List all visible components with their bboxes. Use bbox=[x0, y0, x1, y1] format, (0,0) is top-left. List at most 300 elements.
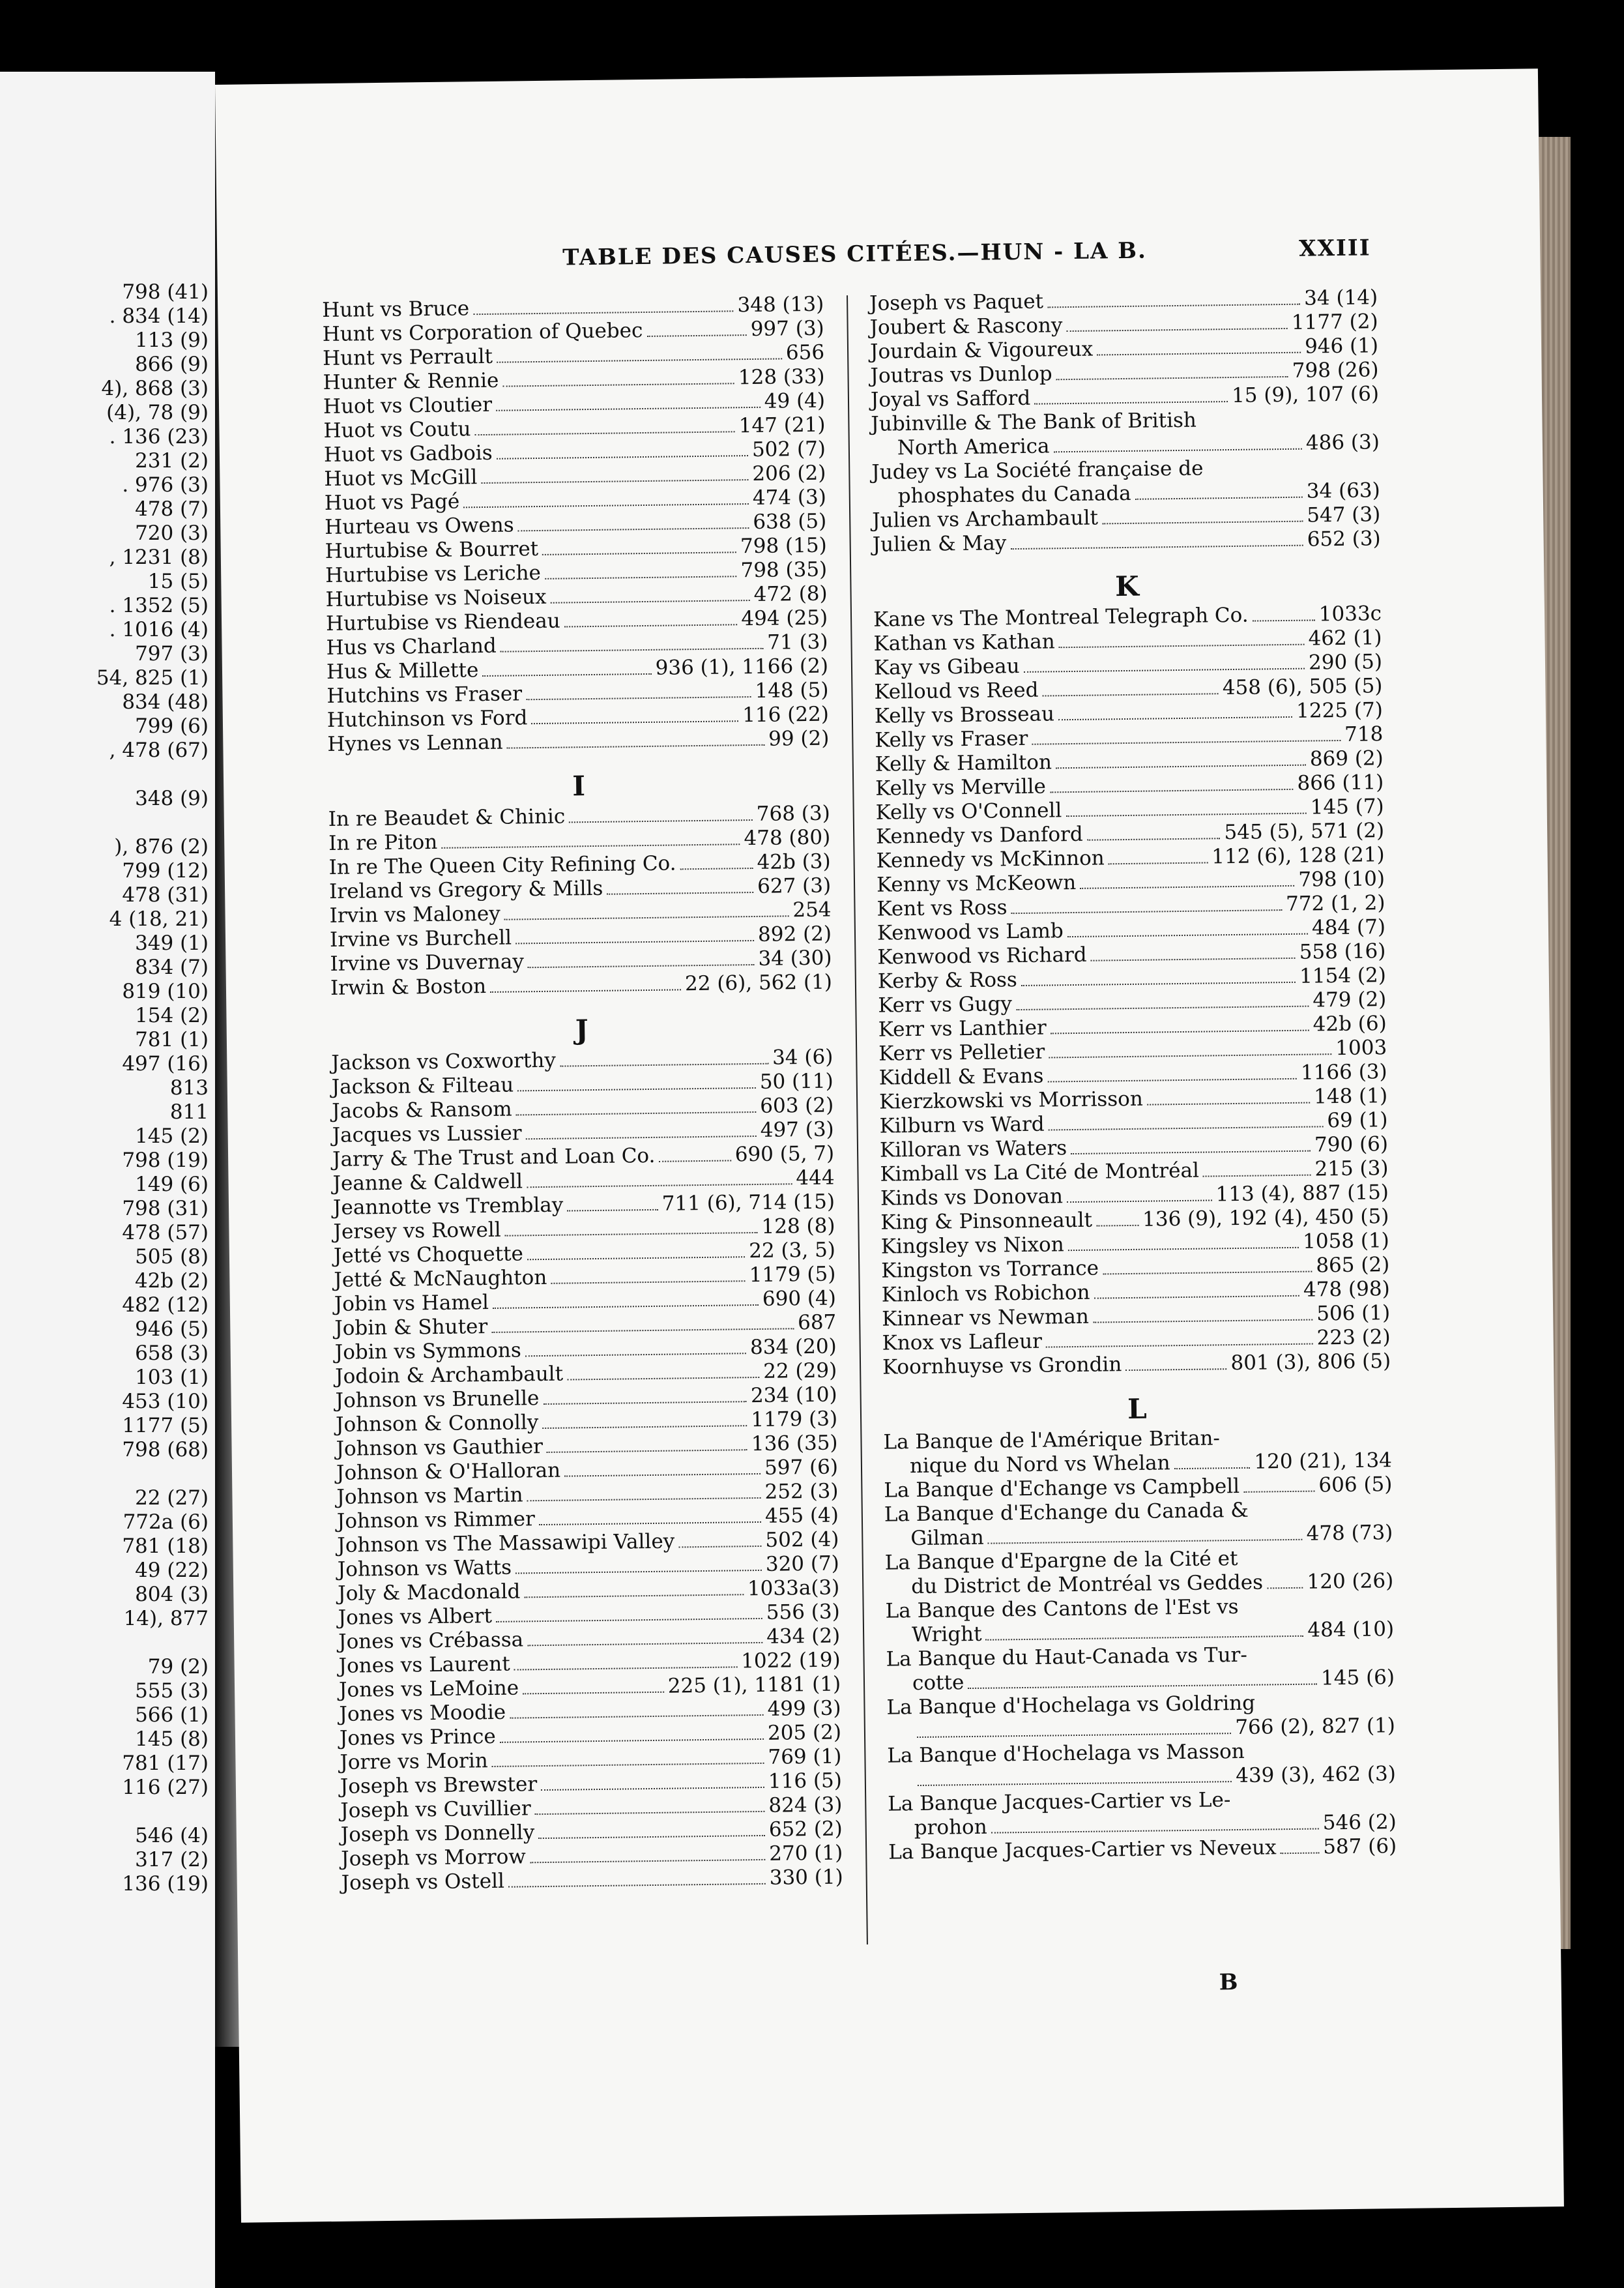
page-reference: 790 (6) bbox=[1314, 1132, 1389, 1157]
page-reference: 205 (2) bbox=[767, 1720, 842, 1745]
page-reference: 1033a(3) bbox=[747, 1576, 840, 1601]
leader-dots bbox=[1243, 1490, 1314, 1493]
leader-dots bbox=[1091, 957, 1296, 961]
index-entry bbox=[887, 1738, 1396, 1793]
case-name: Kennedy vs McKinnon bbox=[876, 846, 1105, 873]
case-name: Kathan vs Kathan bbox=[873, 630, 1055, 656]
page-reference: 34 (14) bbox=[1303, 286, 1378, 310]
page-reference: 597 (6) bbox=[764, 1455, 839, 1480]
page-reference: 652 (2) bbox=[768, 1817, 843, 1841]
page-reference: 474 (3) bbox=[752, 485, 827, 510]
case-name: Jersey vs Rowell bbox=[333, 1218, 501, 1244]
page-reference: 690 (4) bbox=[762, 1286, 837, 1311]
index-column-left bbox=[322, 293, 843, 1896]
facing-page-fragment: 348 (9) bbox=[135, 787, 209, 810]
facing-page-fragment: 317 (2) bbox=[135, 1848, 209, 1871]
leader-dots bbox=[527, 1497, 761, 1501]
case-name: Irwin & Boston bbox=[330, 975, 487, 1000]
page-reference: 215 (3) bbox=[1314, 1156, 1389, 1181]
case-name: Irvine vs Burchell bbox=[329, 926, 512, 952]
case-name-continued: Wright bbox=[911, 1622, 982, 1647]
page-reference: 147 (21) bbox=[738, 413, 826, 438]
case-name: Johnson vs Martin bbox=[336, 1483, 523, 1509]
leader-dots bbox=[510, 1714, 763, 1719]
facing-page-fragment: 15 (5) bbox=[147, 570, 209, 593]
facing-page-fragment: 798 (68) bbox=[122, 1438, 209, 1461]
case-name: La Banque du Haut-Canada vs Tur- bbox=[886, 1643, 1248, 1671]
leader-dots bbox=[1059, 643, 1305, 649]
case-name: Joly & Macdonald bbox=[338, 1579, 521, 1606]
leader-dots bbox=[1049, 1053, 1331, 1058]
facing-page-fragment: 478 (57) bbox=[122, 1221, 209, 1244]
case-name: Huot vs Cloutier bbox=[323, 392, 493, 419]
leader-dots bbox=[1094, 1295, 1300, 1299]
leader-dots bbox=[1056, 764, 1306, 769]
page-reference: 687 bbox=[797, 1310, 837, 1335]
section-heading: L bbox=[1127, 1392, 1147, 1426]
case-name: Hutchinson vs Ford bbox=[326, 706, 528, 732]
case-name: King & Pinsonneault bbox=[880, 1208, 1093, 1235]
leader-dots bbox=[1253, 619, 1315, 621]
case-name: Johnson vs Brunelle bbox=[335, 1386, 540, 1413]
page-reference: 330 (1) bbox=[769, 1865, 843, 1890]
page-reference: 69 (1) bbox=[1327, 1108, 1388, 1133]
leader-dots bbox=[504, 915, 789, 920]
page-reference: 136 (9), 192 (4), 450 (5) bbox=[1142, 1205, 1389, 1231]
leader-dots bbox=[505, 1231, 758, 1237]
case-name: La Banque d'Echange du Canada & bbox=[884, 1498, 1249, 1527]
page-reference: 801 (3), 806 (5) bbox=[1230, 1349, 1391, 1375]
page-reference: 478 (98) bbox=[1303, 1277, 1390, 1302]
case-name-continued: North America bbox=[897, 434, 1050, 460]
leader-dots bbox=[514, 1665, 738, 1670]
page-reference: 766 (2), 827 (1) bbox=[1235, 1714, 1396, 1740]
page-reference: 656 bbox=[785, 340, 825, 365]
case-name: Kent vs Ross bbox=[877, 896, 1008, 921]
index-entry bbox=[886, 1641, 1395, 1696]
leader-dots bbox=[1068, 1246, 1299, 1251]
leader-dots bbox=[516, 1111, 757, 1116]
case-name: La Banque d'Hochelaga vs Goldring bbox=[886, 1691, 1256, 1720]
page-reference: 892 (2) bbox=[757, 922, 832, 946]
case-name: Jodoin & Archambault bbox=[335, 1362, 564, 1388]
facing-page-fragment: 22 (27) bbox=[135, 1486, 209, 1510]
leader-dots bbox=[528, 963, 755, 968]
case-name: Hurtubise & Bourret bbox=[325, 536, 539, 563]
case-name: Joutras vs Dunlop bbox=[870, 362, 1052, 388]
page-reference: 254 bbox=[792, 898, 832, 922]
case-name: In re Beaudet & Chinic bbox=[328, 804, 566, 831]
page-reference: 22 (6), 562 (1) bbox=[684, 970, 833, 996]
page-reference: 479 (2) bbox=[1312, 988, 1387, 1012]
case-name: Jacques vs Lussier bbox=[332, 1121, 522, 1147]
case-name: Hunter & Rennie bbox=[323, 368, 499, 395]
section-heading: J bbox=[575, 1014, 588, 1046]
case-name: Johnson & Connolly bbox=[335, 1411, 539, 1437]
page-reference: 458 (6), 505 (5) bbox=[1222, 674, 1383, 700]
case-name: Kenwood vs Richard bbox=[877, 943, 1087, 969]
leader-dots bbox=[968, 1683, 1317, 1690]
case-name: Kilburn vs Ward bbox=[879, 1112, 1045, 1138]
page-reference: 22 (3, 5) bbox=[749, 1238, 836, 1263]
case-name: Joseph vs Paquet bbox=[869, 289, 1044, 315]
leader-dots bbox=[1050, 788, 1294, 793]
page-reference: 936 (1), 1166 (2) bbox=[655, 654, 829, 680]
case-name: Hurtubise vs Noiseux bbox=[325, 585, 547, 611]
case-name: Kenny vs McKeown bbox=[876, 870, 1077, 897]
facing-page-fragment: 482 (12) bbox=[122, 1293, 209, 1317]
page-reference: 234 (10) bbox=[750, 1383, 837, 1408]
facing-page-fragment: 14), 877 bbox=[123, 1607, 209, 1630]
case-name: Kerr vs Pelletier bbox=[878, 1040, 1045, 1066]
leader-dots bbox=[497, 454, 748, 460]
leader-dots bbox=[524, 1593, 744, 1598]
case-name: Jeanne & Caldwell bbox=[332, 1169, 523, 1195]
leader-dots bbox=[482, 673, 651, 677]
facing-page-fragment: 79 (2) bbox=[147, 1655, 209, 1679]
leader-dots bbox=[1067, 1199, 1212, 1203]
case-name: Jackson & Filteau bbox=[331, 1073, 514, 1099]
page-reference: 478 (73) bbox=[1306, 1521, 1393, 1546]
case-name: Killoran vs Waters bbox=[879, 1136, 1067, 1162]
page-reference: 798 (15) bbox=[740, 533, 827, 559]
case-name: Joseph vs Brewster bbox=[340, 1772, 538, 1798]
page-reference: 502 (4) bbox=[765, 1527, 839, 1552]
facing-page-fragment: . 834 (14) bbox=[109, 304, 209, 328]
facing-page-fragment: 145 (8) bbox=[135, 1727, 209, 1751]
facing-page-fragment: 4 (18, 21) bbox=[109, 907, 209, 931]
leader-dots bbox=[481, 478, 748, 484]
leader-dots bbox=[1043, 692, 1219, 696]
page-reference: 136 (35) bbox=[751, 1431, 838, 1456]
case-name: Huot vs McGill bbox=[324, 465, 478, 491]
leader-dots bbox=[538, 1834, 765, 1839]
leader-dots bbox=[1281, 1852, 1320, 1855]
leader-dots bbox=[547, 1448, 747, 1453]
facing-page-fragment: 42b (2) bbox=[134, 1269, 209, 1293]
leader-dots bbox=[496, 406, 761, 411]
leader-dots bbox=[542, 1424, 747, 1429]
case-name: Kerby & Ross bbox=[877, 968, 1018, 993]
case-name-continued: prohon bbox=[914, 1815, 987, 1840]
case-name: Kerr vs Lanthier bbox=[878, 1016, 1047, 1042]
page-reference: 556 (3) bbox=[766, 1600, 840, 1624]
page-reference: 112 (6), 128 (21) bbox=[1211, 843, 1385, 869]
facing-page-fragment: 103 (1) bbox=[135, 1366, 209, 1389]
case-name: Johnson vs Rimmer bbox=[336, 1507, 536, 1533]
case-name: Hurtubise vs Leriche bbox=[325, 561, 542, 587]
leader-dots bbox=[508, 1883, 766, 1888]
page-reference: 494 (25) bbox=[741, 606, 828, 631]
page-reference: 455 (4) bbox=[764, 1503, 839, 1528]
case-name: Johnson vs Watts bbox=[337, 1555, 512, 1581]
leader-dots bbox=[1024, 667, 1305, 673]
case-name: La Banque Jacques-Cartier vs Neveux bbox=[888, 1836, 1277, 1864]
facing-page-fragment: 781 (1) bbox=[135, 1028, 209, 1051]
page-reference: 603 (2) bbox=[760, 1093, 834, 1118]
leader-dots bbox=[1135, 496, 1303, 500]
leader-dots bbox=[551, 1280, 745, 1284]
leader-dots bbox=[527, 1641, 762, 1646]
leader-dots bbox=[527, 1255, 745, 1260]
case-name-continued: du District de Montréal vs Geddes bbox=[911, 1570, 1264, 1599]
page-reference: 223 (2) bbox=[1316, 1325, 1391, 1350]
facing-page-fragment: 798 (41) bbox=[122, 280, 209, 304]
facing-page-fragment: 799 (6) bbox=[135, 714, 209, 738]
leader-dots bbox=[463, 503, 749, 508]
facing-page-fragment: 505 (8) bbox=[135, 1245, 209, 1269]
case-name: Jackson vs Coxworthy bbox=[331, 1048, 557, 1075]
index-entry bbox=[885, 1593, 1394, 1648]
case-name: La Banque d'Hochelaga vs Masson bbox=[887, 1739, 1245, 1768]
case-name: La Banque d'Echange vs Campbell bbox=[884, 1474, 1240, 1503]
leader-dots bbox=[543, 1400, 747, 1405]
page-reference: 348 (13) bbox=[737, 292, 824, 317]
facing-page-fragment: , 1231 (8) bbox=[109, 546, 209, 569]
case-name: Julien vs Archambault bbox=[872, 506, 1099, 533]
leader-dots bbox=[564, 1473, 761, 1477]
case-name: Kennedy vs Danford bbox=[875, 822, 1083, 849]
facing-page-fragment: 804 (3) bbox=[135, 1583, 209, 1606]
page-reference: 1022 (19) bbox=[740, 1648, 841, 1673]
leader-dots bbox=[560, 1063, 768, 1067]
leader-dots bbox=[1125, 1368, 1226, 1371]
facing-page-fragment: 866 (9) bbox=[135, 353, 209, 376]
page-reference: 484 (10) bbox=[1307, 1617, 1395, 1642]
facing-page-fragment: 349 (1) bbox=[135, 931, 209, 955]
leader-dots bbox=[515, 1569, 762, 1574]
index-entry bbox=[883, 1424, 1392, 1479]
leader-dots bbox=[1267, 1587, 1303, 1589]
facing-page-fragment: 136 (19) bbox=[122, 1872, 209, 1896]
case-name: Kelly vs Fraser bbox=[875, 726, 1028, 752]
facing-page-fragment: 4), 868 (3) bbox=[101, 377, 209, 400]
index-entry bbox=[886, 1690, 1395, 1744]
case-name: Hynes vs Lennan bbox=[327, 730, 503, 756]
case-name: Jeannotte vs Tremblay bbox=[332, 1193, 564, 1220]
leader-dots bbox=[500, 1738, 764, 1743]
section-heading: I bbox=[572, 770, 586, 802]
facing-page-fragment: , 478 (67) bbox=[109, 739, 209, 762]
page-reference: 34 (63) bbox=[1306, 478, 1380, 503]
leader-dots bbox=[1087, 837, 1221, 841]
page-reference: 1154 (2) bbox=[1299, 963, 1387, 988]
leader-dots bbox=[502, 382, 734, 387]
leader-dots bbox=[1048, 1078, 1298, 1083]
page-reference: 997 (3) bbox=[750, 316, 824, 341]
case-name-continued: phosphates du Canada bbox=[897, 481, 1131, 508]
facing-page-fragment: 546 (4) bbox=[135, 1824, 209, 1847]
index-entry bbox=[871, 406, 1380, 461]
leader-dots bbox=[492, 1762, 764, 1767]
case-name: La Banque de l'Amérique Britan- bbox=[883, 1426, 1221, 1454]
leader-dots bbox=[515, 939, 754, 944]
facing-page-fragment: 149 (6) bbox=[135, 1173, 209, 1196]
leader-dots bbox=[523, 1691, 664, 1695]
case-name: Kingsley vs Nixon bbox=[880, 1233, 1064, 1259]
case-name: Kingston vs Torrance bbox=[881, 1256, 1099, 1283]
leader-dots bbox=[496, 1617, 762, 1622]
case-name: Kierzkowski vs Morrisson bbox=[878, 1087, 1144, 1114]
case-name: Jobin & Shuter bbox=[334, 1315, 488, 1340]
page-reference: 652 (3) bbox=[1307, 527, 1381, 551]
leader-dots bbox=[500, 647, 764, 653]
case-name: Hunt vs Corporation of Quebec bbox=[322, 319, 643, 347]
case-name: Jones vs Laurent bbox=[338, 1652, 510, 1678]
facing-page-fragment: 453 (10) bbox=[122, 1390, 209, 1413]
facing-page-fragment: 798 (31) bbox=[122, 1197, 209, 1220]
leader-dots bbox=[1066, 812, 1306, 817]
case-name: Kelloud vs Reed bbox=[874, 678, 1039, 704]
case-name: Joseph vs Cuvillier bbox=[340, 1797, 531, 1823]
case-name: Julien & May bbox=[872, 531, 1007, 557]
leader-dots bbox=[518, 527, 749, 531]
case-name: Johnson & O'Halloran bbox=[336, 1458, 561, 1485]
case-name: Irvine vs Duvernay bbox=[330, 950, 525, 976]
case-name: Kelly vs Merville bbox=[875, 774, 1047, 800]
leader-dots bbox=[1049, 1125, 1324, 1130]
case-name: Knox vs Lafleur bbox=[882, 1329, 1043, 1355]
page-reference: 486 (3) bbox=[1305, 430, 1380, 455]
case-name: Hunt vs Bruce bbox=[322, 297, 470, 323]
facing-page-fragment: 566 (1) bbox=[135, 1703, 209, 1727]
page-reference: 128 (33) bbox=[738, 364, 825, 390]
page-reference: 946 (1) bbox=[1304, 334, 1379, 359]
page-reference: 15 (9), 107 (6) bbox=[1231, 382, 1380, 407]
facing-page-fragment: ), 876 (2) bbox=[114, 835, 209, 858]
case-name: Kelly vs Brosseau bbox=[874, 702, 1055, 728]
page-reference: 99 (2) bbox=[768, 726, 830, 751]
page-reference: 769 (1) bbox=[768, 1744, 842, 1769]
page-reference: 22 (29) bbox=[763, 1358, 837, 1383]
page-reference: 1177 (2) bbox=[1291, 310, 1378, 334]
facing-page-fragment: 819 (10) bbox=[122, 980, 209, 1003]
case-name: Johnson vs The Massawipi Valley bbox=[337, 1529, 675, 1557]
page-reference: 145 (6) bbox=[1320, 1665, 1395, 1690]
page-reference: 148 (1) bbox=[1313, 1084, 1388, 1109]
case-name: Jones vs Moodie bbox=[339, 1700, 506, 1726]
page-reference: 206 (2) bbox=[752, 461, 826, 486]
leader-dots bbox=[567, 1209, 658, 1212]
facing-page-fragment: 799 (12) bbox=[122, 859, 209, 883]
page-reference: 638 (5) bbox=[753, 509, 827, 534]
case-name: Joyal vs Safford bbox=[870, 386, 1031, 412]
index-entry bbox=[888, 1786, 1397, 1841]
leader-dots bbox=[535, 1810, 765, 1815]
case-name: Kinds vs Donovan bbox=[880, 1184, 1064, 1210]
page-reference: 113 (4), 887 (15) bbox=[1215, 1181, 1389, 1207]
page-reference: 120 (21), 134 bbox=[1254, 1448, 1393, 1474]
leader-dots bbox=[491, 1327, 794, 1333]
index-entry bbox=[884, 1497, 1393, 1551]
page-reference: 865 (2) bbox=[1316, 1253, 1390, 1278]
leader-dots bbox=[988, 1538, 1303, 1544]
page-reference: 148 (5) bbox=[755, 678, 829, 703]
page-reference: 768 (3) bbox=[756, 801, 830, 826]
leader-dots bbox=[1016, 1005, 1309, 1010]
facing-page-fragment: . 1016 (4) bbox=[109, 618, 209, 641]
page-reference: 116 (5) bbox=[768, 1768, 843, 1793]
page-reference: 1058 (1) bbox=[1302, 1229, 1390, 1254]
facing-page-fragment: 658 (3) bbox=[135, 1342, 209, 1365]
case-name: Huot vs Coutu bbox=[323, 417, 471, 443]
case-name: Joseph vs Ostell bbox=[341, 1869, 505, 1895]
case-name: Jarry & The Trust and Loan Co. bbox=[332, 1143, 656, 1171]
leader-dots bbox=[1021, 981, 1296, 986]
leader-dots bbox=[646, 334, 746, 337]
page-reference: 711 (6), 714 (15) bbox=[661, 1190, 835, 1216]
page-reference: 606 (5) bbox=[1318, 1473, 1393, 1497]
case-name: Jetté vs Choquette bbox=[333, 1242, 524, 1268]
facing-page-fragment: 797 (3) bbox=[135, 642, 209, 666]
page-reference: 42b (3) bbox=[757, 849, 831, 874]
page-reference: 290 (5) bbox=[1308, 650, 1383, 675]
facing-page-fragment: 497 (16) bbox=[122, 1052, 209, 1076]
facing-page-fragment: 1177 (5) bbox=[122, 1414, 209, 1437]
facing-page-fragment: 946 (5) bbox=[135, 1317, 209, 1341]
leader-dots bbox=[1080, 885, 1294, 889]
facing-page-fragment: 720 (3) bbox=[135, 521, 209, 545]
case-name: Jobin vs Hamel bbox=[334, 1291, 489, 1316]
facing-page-fragment: 555 (3) bbox=[135, 1679, 209, 1703]
leader-dots bbox=[473, 310, 734, 315]
page-reference: 834 (20) bbox=[749, 1334, 837, 1360]
page-reference: 50 (11) bbox=[759, 1069, 834, 1094]
case-name: Joubert & Rascony bbox=[869, 314, 1063, 340]
leader-dots bbox=[1067, 933, 1308, 938]
case-name: La Banque des Cantons de l'Est vs bbox=[885, 1594, 1239, 1623]
page-reference: 547 (3) bbox=[1307, 503, 1381, 527]
page-reference: 34 (30) bbox=[758, 946, 832, 971]
page-reference: 444 bbox=[796, 1166, 835, 1190]
case-name: Jourdain & Vigoureux bbox=[869, 337, 1094, 364]
case-name: Huot vs Pagé bbox=[324, 490, 460, 515]
case-name: Jones vs Prince bbox=[339, 1724, 496, 1750]
case-name-continued: cotte bbox=[912, 1671, 964, 1695]
case-name: Jetté & McNaughton bbox=[334, 1265, 547, 1292]
case-name: Kinloch vs Robichon bbox=[881, 1280, 1090, 1307]
leader-dots bbox=[986, 1635, 1304, 1641]
leader-dots bbox=[527, 1182, 792, 1188]
case-name: Jacobs & Ransom bbox=[332, 1097, 512, 1123]
leader-dots bbox=[517, 1087, 756, 1091]
leader-dots bbox=[525, 1352, 746, 1357]
leader-dots bbox=[490, 988, 681, 993]
page-reference: 1003 bbox=[1335, 1036, 1387, 1061]
leader-dots bbox=[991, 1828, 1319, 1834]
leader-dots bbox=[1010, 544, 1303, 550]
leader-dots bbox=[1058, 716, 1292, 720]
leader-dots bbox=[1103, 1270, 1312, 1275]
page-reference: 42b (6) bbox=[1312, 1012, 1387, 1036]
page-reference: 34 (6) bbox=[772, 1045, 834, 1070]
page-reference: 824 (3) bbox=[768, 1793, 843, 1817]
case-name: La Banque d'Epargne de la Cité et bbox=[884, 1546, 1238, 1575]
case-name: Judey vs La Société française de bbox=[871, 456, 1204, 484]
leader-dots bbox=[507, 744, 765, 749]
page-reference: 627 (3) bbox=[757, 873, 832, 898]
leader-dots bbox=[1066, 327, 1288, 332]
leader-dots bbox=[1046, 1343, 1313, 1348]
leader-dots bbox=[475, 430, 735, 435]
page-reference: 120 (26) bbox=[1307, 1569, 1394, 1594]
page-reference: 798 (10) bbox=[1298, 867, 1385, 892]
leader-dots bbox=[607, 891, 753, 895]
case-name: Kiddell & Evans bbox=[878, 1064, 1044, 1090]
facing-page-fragment: 834 (7) bbox=[135, 956, 209, 979]
case-name: Jones vs Crébassa bbox=[338, 1628, 524, 1654]
facing-page-fragment: 49 (22) bbox=[135, 1559, 209, 1582]
